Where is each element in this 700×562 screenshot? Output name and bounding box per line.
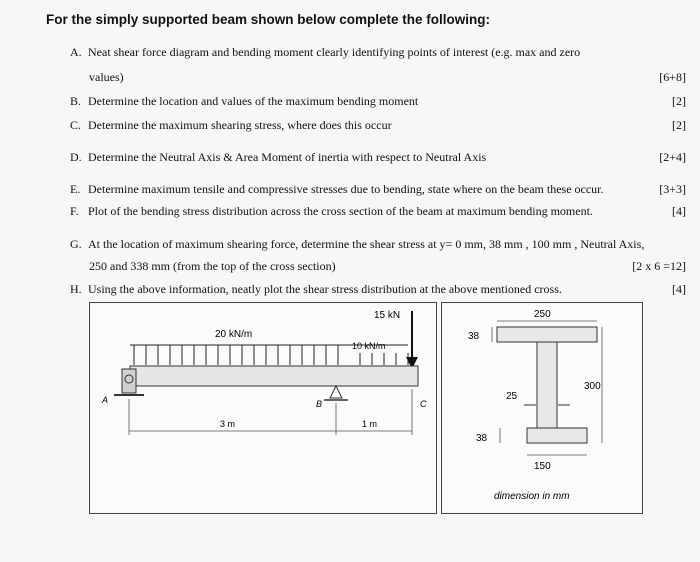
question-e bbox=[70, 182, 604, 197]
units-note: dimension in mm bbox=[494, 491, 570, 502]
udl-left-label: 20 kN/m bbox=[215, 329, 253, 340]
question-f-marks: [4] bbox=[672, 204, 686, 218]
question-g-continuation: 250 and 338 mm (from the top of the cross section) bbox=[89, 259, 336, 273]
question-d bbox=[70, 150, 486, 165]
question-text: At the location of maximum shearing force, determine the shear stress at y= 0 mm, 38 mm , 100 mm , Neutral Axis, bbox=[88, 237, 645, 251]
question-text: Determine the location and values of the maximum bending moment bbox=[88, 94, 419, 108]
question-letter: G. bbox=[70, 237, 82, 251]
question-e-marks: [3+3] bbox=[659, 182, 686, 196]
span-ab-label: 3 m bbox=[220, 419, 236, 429]
question-text: Neat shear force diagram and bending moment clearly identifying points of interest (e.g. max and zero bbox=[88, 45, 581, 59]
point-c-label: C bbox=[420, 399, 427, 409]
question-b bbox=[70, 94, 418, 109]
point-b-label: B bbox=[316, 399, 323, 409]
question-d-marks: [2+4] bbox=[659, 150, 686, 164]
question-b-marks: [2] bbox=[672, 94, 686, 108]
beam-diagram-panel bbox=[89, 302, 437, 514]
question-h bbox=[70, 282, 562, 297]
point-load-label: 15 kN bbox=[374, 310, 401, 321]
question-text: Determine maximum tensile and compressive stresses due to bending, state where on the beam these occur. bbox=[88, 182, 604, 196]
question-letter: H. bbox=[70, 282, 82, 296]
question-h-marks: [4] bbox=[672, 282, 686, 296]
question-a bbox=[70, 45, 580, 60]
question-letter: B. bbox=[70, 94, 82, 108]
cross-section-diagram bbox=[442, 303, 642, 513]
beam-diagram bbox=[90, 303, 436, 513]
question-text: Determine the maximum shearing stress, where does this occur bbox=[88, 118, 392, 132]
page-title: For the simply supported beam shown below complete the following: bbox=[46, 12, 491, 27]
question-text: Plot of the bending stress distribution across the cross section of the beam at maximum bending moment. bbox=[88, 204, 593, 218]
question-letter: C. bbox=[70, 118, 82, 132]
question-text: Determine the Neutral Axis & Area Moment of inertia with respect to Neutral Axis bbox=[88, 150, 487, 164]
support-a-pin bbox=[122, 369, 136, 393]
question-letter: A. bbox=[70, 45, 82, 59]
web-thickness-label: 25 bbox=[506, 391, 518, 402]
question-letter: D. bbox=[70, 150, 82, 164]
question-a-continuation: values) bbox=[89, 70, 124, 84]
web bbox=[537, 342, 557, 428]
question-g-marks: [2 x 6 =12] bbox=[632, 259, 686, 273]
total-depth-label: 300 bbox=[584, 381, 601, 392]
beam-body bbox=[130, 366, 418, 386]
support-b-roller bbox=[330, 386, 342, 398]
flange-width-top-label: 250 bbox=[534, 309, 551, 320]
question-f bbox=[70, 204, 593, 219]
point-a-label: A bbox=[102, 395, 109, 405]
question-a-marks: [6+8] bbox=[659, 70, 686, 84]
question-c-marks: [2] bbox=[672, 118, 686, 132]
flange-thickness-top-label: 38 bbox=[468, 331, 480, 342]
flange-thickness-bottom-label: 38 bbox=[476, 433, 488, 444]
question-c bbox=[70, 118, 392, 133]
udl-right-label: 10 kN/m bbox=[352, 341, 386, 351]
bottom-flange bbox=[527, 428, 587, 443]
question-g bbox=[70, 237, 644, 252]
question-letter: E. bbox=[70, 182, 81, 196]
span-bc-label: 1 m bbox=[362, 419, 378, 429]
top-flange bbox=[497, 327, 597, 342]
question-text: Using the above information, neatly plot the shear stress distribution at the above mentioned cross. bbox=[88, 282, 562, 296]
cross-section-panel bbox=[441, 302, 643, 514]
question-letter: F. bbox=[70, 204, 79, 218]
flange-width-bottom-label: 150 bbox=[534, 461, 551, 472]
